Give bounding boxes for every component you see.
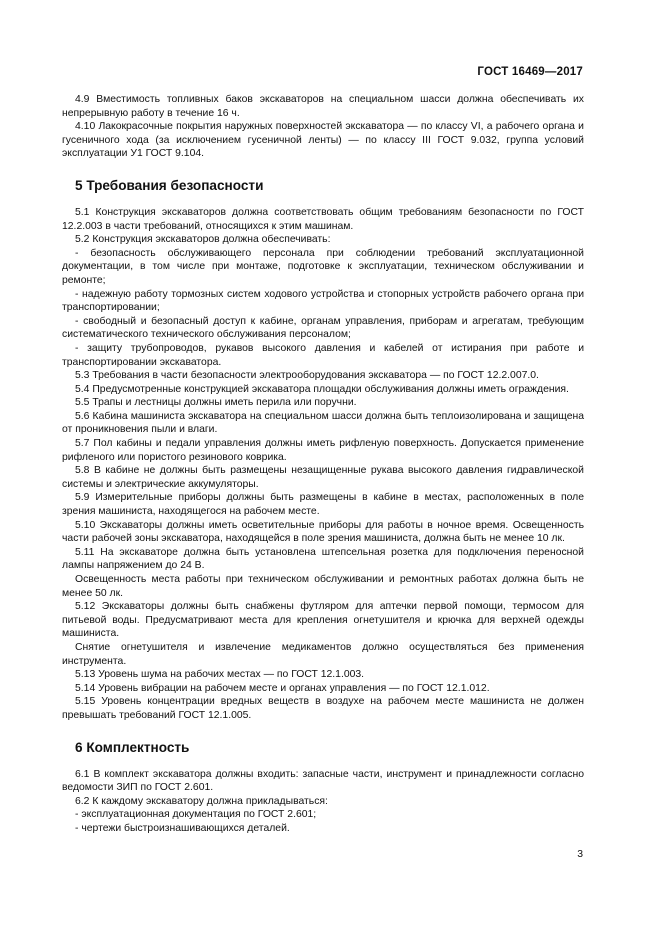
paragraph: 5.1 Конструкция экскаваторов должна соответствовать общим требованиям безопасности по ГОСТ 12.2.003 в части требований, относящихся к этим машинам. (62, 206, 584, 232)
paragraph: 5.12 Экскаваторы должны быть снабжены футляром для аптечки первой помощи, термосом для питьевой воды. Предусматривают места для крепления огнетушителя и крючка для верхней одежды машиниста. (62, 601, 584, 640)
paragraph: 5.3 Требования в части безопасности электрооборудования экскаватора — по ГОСТ 12.2.007.0. (75, 370, 539, 382)
paragraph: 5.4 Предусмотренные конструкцией экскаватора площадки обслуживания должны иметь ограждения. (75, 383, 569, 395)
document-code: ГОСТ 16469—2017 (477, 66, 583, 78)
list-item: - эксплуатационная документация по ГОСТ 2.601; (75, 809, 317, 821)
list-item: - безопасность обслуживающего персонала при соблюдении требований эксплуатационной документации, в том числе при монтаже, подготовке к эксплуатации, техническом обслуживании и ремонте; (62, 247, 584, 286)
paragraph: 5.11 На экскаваторе должна быть установлена штепсельная розетка для подключения переносной лампы напряжением до 24 В. (62, 546, 584, 572)
paragraph: 5.6 Кабина машиниста экскаватора на специальном шасси должна быть теплоизолирована и защищена от проникновения пыли и влаги. (62, 410, 584, 436)
list-item: - защиту трубопроводов, рукавов высокого давления и кабелей от истирания при работе и транспортировании экскаватора. (62, 342, 584, 368)
paragraph: 5.14 Уровень вибрации на рабочем месте и органах управления — по ГОСТ 12.1.012. (75, 682, 490, 694)
paragraph: 5.13 Уровень шума на рабочих местах — по ГОСТ 12.1.003. (75, 669, 365, 681)
paragraph: Снятие огнетушителя и извлечение медикаментов должно осуществляться без применения инструмента. (62, 641, 584, 667)
list-item: - надежную работу тормозных систем ходового устройства и стопорных устройств рабочего органа при транспортировании; (62, 288, 584, 314)
paragraph: 5.15 Уровень концентрации вредных веществ в воздухе на рабочем месте машиниста не должен превышать требований ГОСТ 12.1.005. (62, 696, 584, 721)
paragraph: 5.2 Конструкция экскаваторов должна обеспечивать: (75, 234, 331, 246)
paragraph: 5.8 В кабине не должны быть размещены незащищенные рукава высокого давления гидравлической системы и электрические аккумуляторы. (62, 465, 584, 490)
document-body (62, 93, 584, 836)
paragraph: 6.2 К каждому экскаватору должна прикладываться: (75, 795, 328, 807)
paragraph: 5.5 Трапы и лестницы должны иметь перила или поручни. (75, 397, 357, 409)
list-item: - чертежи быстроизнашивающихся деталей. (75, 822, 290, 834)
paragraph: 4.9 Вместимость топливных баков экскаваторов на специальном шасси должна обеспечивать их непрерывную работу в течение 16 ч. (62, 94, 584, 119)
paragraph: 5.10 Экскаваторы должны иметь осветительные приборы для работы в ночное время. Освещенность части рабочей зоны экскаватора, находящейся в поле зрения машиниста, должна быть не менее 10 лк. (62, 519, 584, 545)
paragraph: 6.1 В комплект экскаватора должны входить: запасные части, инструмент и принадлежности согласно ведомости ЗИП по ГОСТ 2.601. (62, 768, 584, 794)
paragraph: 5.9 Измерительные приборы должны быть размещены в кабине в местах, расположенных в поле зрения машиниста, находящегося на рабочем месте. (62, 492, 584, 518)
section-title: 5 Требования безопасности (75, 177, 264, 193)
paragraph: Освещенность места работы при техническом обслуживании и ремонтных работах должна быть не менее 50 лк. (62, 574, 584, 599)
paragraph: 5.7 Пол кабины и педали управления должны иметь рифленую поверхность. Допускается применение рифленого или пористого резинового коврика. (62, 438, 584, 463)
list-item: - свободный и безопасный доступ к кабине, органам управления, приборам и агрегатам, требующим систематического технического обслуживания персоналом; (62, 315, 584, 341)
paragraph: 4.10 Лакокрасочные покрытия наружных поверхностей экскаватора — по классу VI, а рабочего органа и гусеничного хода (за исключением гусеничной ленты) — по классу III ГОСТ 9.032, группа условий эксплуатации У1 ГОСТ 9.104. (62, 121, 584, 160)
page-number: 3 (577, 849, 583, 860)
section-title: 6 Комплектность (75, 739, 190, 755)
